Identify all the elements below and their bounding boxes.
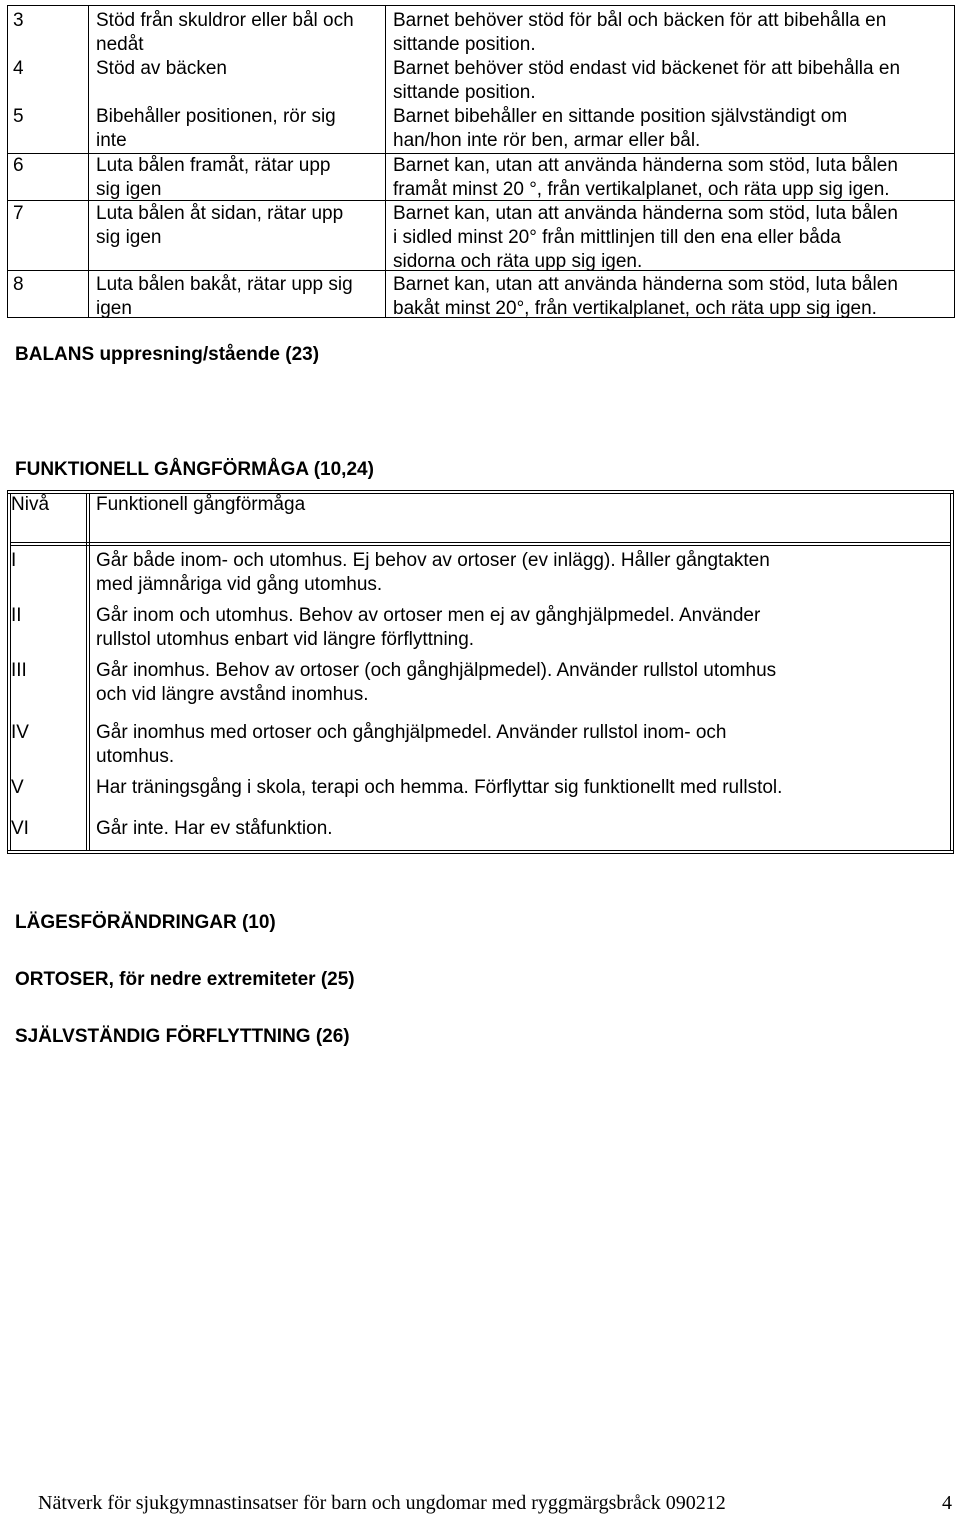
section-heading-balans: BALANS uppresning/stående (23)	[15, 344, 320, 365]
row-divider	[10, 542, 951, 543]
table-row-description: Barnet kan, utan att använda händerna som stöd, luta bålen i sidled minst 20° från mittlinjen till den ena eller båda sidorna och räta upp sig igen.	[393, 203, 898, 272]
table-border	[7, 490, 8, 854]
section-heading-ortoser: ORTOSER, för nedre extremiteter (25)	[15, 969, 355, 990]
column-header-description: Funktionell gångförmåga	[96, 494, 306, 515]
column-divider	[89, 493, 90, 851]
table-row-item: Luta bålen åt sidan, rätar upp sig igen	[96, 203, 344, 248]
level-description: Går inte. Har ev ståfunktion.	[96, 818, 333, 839]
table-row-description: Barnet kan, utan att använda händerna som stöd, luta bålen framåt minst 20 °, från vertikalplanet, och räta upp sig igen.	[393, 155, 898, 200]
row-divider	[10, 545, 951, 546]
level-label: VI	[11, 818, 29, 839]
table-row-number: 4	[13, 58, 24, 79]
level-description: Går inom och utomhus. Behov av ortoser men ej av gånghjälpmedel. Använder rullstol utomhus enbart vid längre förflyttning.	[96, 605, 761, 650]
table-row-description: Barnet behöver stöd för bål och bäcken för att bibehålla en sittande position.	[393, 10, 887, 55]
page-number: 4	[942, 1492, 952, 1514]
level-label: I	[11, 550, 17, 571]
table-border	[953, 490, 954, 854]
footer-text: Nätverk för sjukgymnastinsatser för barn och ungdomar med ryggmärgsbråck 090212	[38, 1492, 726, 1514]
level-description: Har träningsgång i skola, terapi och hemma. Förflyttar sig funktionellt med rullstol.	[96, 777, 783, 798]
table-border	[7, 490, 954, 491]
table-row-item: Stöd av bäcken	[96, 58, 227, 79]
table-row-description: Barnet behöver stöd endast vid bäckenet för att bibehålla en sittande position.	[393, 58, 901, 103]
table-row-number: 7	[13, 203, 24, 224]
table-row-item: Stöd från skuldror eller bål och nedåt	[96, 10, 354, 55]
table-border	[7, 850, 954, 851]
table-row-item: Luta bålen framåt, rätar upp sig igen	[96, 155, 331, 200]
table-border	[950, 493, 951, 851]
section-heading-sjalvstandig: SJÄLVSTÄNDIG FÖRFLYTTNING (26)	[15, 1026, 350, 1047]
sitting-balance-table	[7, 5, 955, 318]
table-row-number: 5	[13, 106, 24, 127]
table-row-description: Barnet bibehåller en sittande position självständigt om han/hon inte rör ben, armar eller bål.	[393, 106, 848, 151]
level-label: III	[11, 660, 27, 681]
table-border	[7, 853, 954, 854]
level-description: Går inomhus. Behov av ortoser (och gånghjälpmedel). Använder rullstol utomhus och vid längre avstånd inomhus.	[96, 660, 777, 705]
table-row-item: Bibehåller positionen, rör sig inte	[96, 106, 336, 151]
table-row-number: 6	[13, 155, 24, 176]
walking-ability-table	[7, 490, 954, 854]
table-row-number: 8	[13, 274, 24, 295]
level-description: Går inomhus med ortoser och gånghjälpmedel. Använder rullstol inom- och utomhus.	[96, 722, 727, 767]
column-divider	[86, 493, 87, 851]
section-heading-lagesforandringar: LÄGESFÖRÄNDRINGAR (10)	[15, 912, 276, 933]
column-header-level: Nivå	[11, 494, 50, 515]
section-heading-funktionell: FUNKTIONELL GÅNGFÖRMÅGA (10,24)	[15, 459, 374, 480]
table-row-description: Barnet kan, utan att använda händerna som stöd, luta bålen bakåt minst 20°, från vertikalplanet, och räta upp sig igen.	[393, 274, 898, 319]
table-row-number: 3	[13, 10, 24, 31]
level-label: V	[11, 777, 24, 798]
table-row-item: Luta bålen bakåt, rätar upp sig igen	[96, 274, 353, 319]
level-label: II	[11, 605, 22, 626]
level-description: Går både inom- och utomhus. Ej behov av ortoser (ev inlägg). Håller gångtakten med jämnåriga vid gång utomhus.	[96, 550, 770, 595]
level-label: IV	[11, 722, 29, 743]
